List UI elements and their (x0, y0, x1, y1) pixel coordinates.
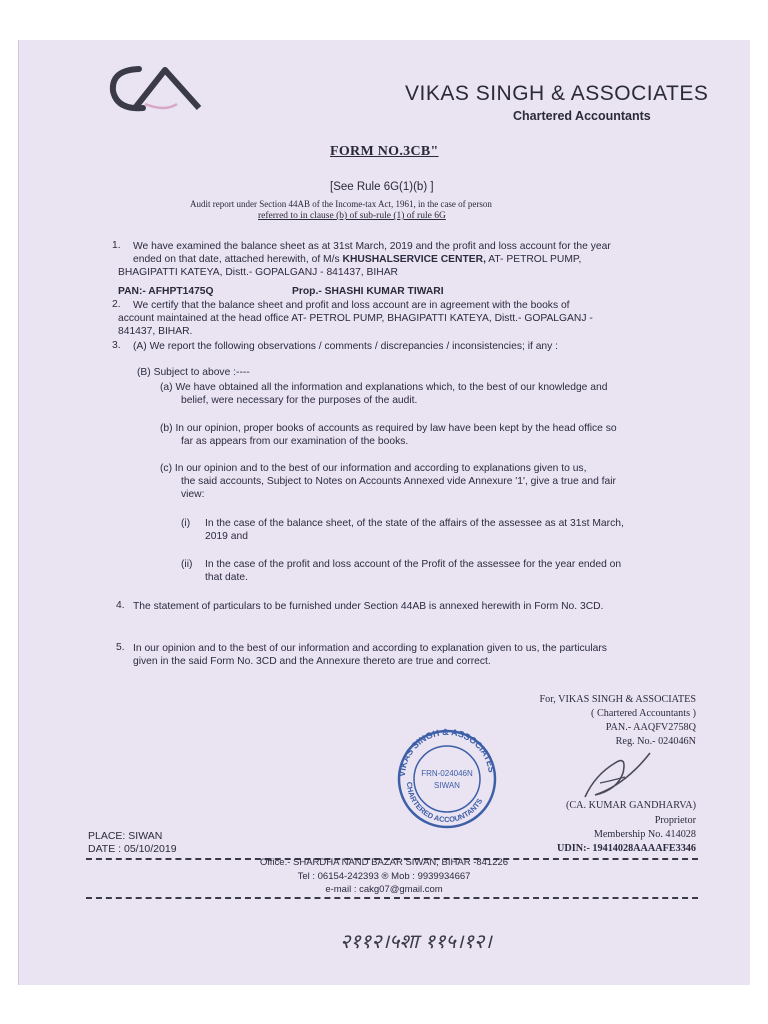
ca-logo (95, 44, 225, 134)
udin-number: UDIN:- 19414028AAAAFE3346 (557, 843, 696, 854)
clause-b-line-2: far as appears from our examination of the books. (181, 436, 409, 447)
rule-reference: [See Rule 6G(1)(b) ] (330, 181, 434, 193)
handwritten-note (335, 916, 535, 961)
subclause-i-number: (i) (181, 518, 191, 529)
paragraph-4-line-1: The statement of particulars to be furnished under Section 44AB is annexed herewith in Form No. 3CD. (133, 601, 604, 612)
firm-pan: PAN.- AAQFV2758Q (605, 722, 696, 733)
clause-c-line-3: view: (181, 489, 205, 500)
footer-divider-bottom (86, 897, 698, 899)
paragraph-3-number: 3. (112, 340, 121, 351)
sign-ca-line: ( Chartered Accountants ) (591, 708, 696, 719)
firm-name: VIKAS SINGH & ASSOCIATES (405, 82, 709, 105)
clause-c-line-2: the said accounts, Subject to Notes on Accounts Annexed vide Annexure '1', give a true and fair (181, 476, 616, 487)
paragraph-1-number: 1. (112, 240, 121, 251)
clause-a-line-2: belief, were necessary for the purposes of the audit. (181, 395, 418, 406)
intro-line-2: referred to in clause (b) of sub-rule (1) of rule 6G (258, 211, 446, 221)
paragraph-2-line-1: We certify that the balance sheet and profit and loss account are in agreement with the books of (133, 300, 570, 311)
paragraph-2-number: 2. (112, 299, 121, 310)
firm-reg-no: Reg. No.- 024046N (615, 736, 696, 747)
office-email: e-mail : cakg07@gmail.com (325, 884, 443, 895)
sign-for-line: For, VIKAS SINGH & ASSOCIATES (539, 694, 696, 705)
svg-text:CHARTERED ACCOUNTANTS: CHARTERED ACCOUNTANTS (404, 781, 485, 825)
clause-a-line-1: (a) We have obtained all the information and explanations which, to the best of our knowledge and (160, 382, 608, 393)
client-pan: PAN:- AFHPT1475Q (118, 286, 214, 297)
subclause-i-line-2: 2019 and (205, 531, 248, 542)
subclause-ii-line-2: that date. (205, 572, 248, 583)
paragraph-5-number: 5. (116, 642, 125, 653)
paragraph-5-line-2: given in the said Form No. 3CD and the Annexure thereto are true and correct. (133, 656, 491, 667)
clause-c-line-1: (c) In our opinion and to the best of our information and according to explanations given to us, (160, 463, 587, 474)
subclause-i-line-1: In the case of the balance sheet, of the state of the affairs of the assessee as at 31st March, (205, 518, 624, 529)
clause-b-line-1: (b) In our opinion, proper books of accounts as required by law have been kept by the head office so (160, 423, 617, 434)
place: PLACE: SIWAN (88, 830, 163, 842)
firm-seal-stamp (385, 722, 510, 832)
svg-text:VIKAS SINGH & ASSOCIATES: VIKAS SINGH & ASSOCIATES (396, 726, 497, 778)
paragraph-3-a: (A) We report the following observations / comments / discrepancies / inconsistencies; if any : (133, 341, 559, 352)
paragraph-1-line-3: BHAGIPATTI KATEYA, Distt.- GOPALGANJ - 841437, BIHAR (118, 267, 398, 278)
paragraph-1-line-2: ended on that date, attached herewith, of M/s KHUSHALSERVICE CENTER, AT- PETROL PUMP, (133, 254, 582, 265)
signatory-role: Proprietor (654, 815, 696, 826)
intro-line-1: Audit report under Section 44AB of the Income-tax Act, 1961, in the case of person (190, 199, 492, 209)
handwritten-signature (555, 745, 665, 805)
office-phone: Tel : 06154-242393 ® Mob : 9939934667 (297, 871, 471, 882)
subclause-ii-number: (ii) (181, 559, 193, 570)
paragraph-5-line-1: In our opinion and to the best of our information and according to explanation given to us, the particulars (133, 643, 607, 654)
paragraph-1-line-1: We have examined the balance sheet as at 31st March, 2019 and the profit and loss account for the year (133, 241, 611, 252)
date: DATE : 05/10/2019 (88, 843, 177, 855)
signatory-name: (CA. KUMAR GANDHARVA) (565, 800, 696, 811)
svg-text:SIWAN: SIWAN (434, 781, 460, 790)
svg-text:FRN-024046N: FRN-024046N (421, 769, 473, 778)
paragraph-3-b: (B) Subject to above :---- (137, 367, 250, 378)
paragraph-2-line-3: 841437, BIHAR. (118, 326, 193, 337)
paragraph-2-line-2: account maintained at the head office AT- PETROL PUMP, BHAGIPATTI KATEYA, Distt.- GOPALGANJ - (118, 313, 593, 324)
paragraph-4-number: 4. (116, 600, 125, 611)
firm-subtitle: Chartered Accountants (513, 109, 651, 123)
client-proprietor: Prop.- SHASHI KUMAR TIWARI (292, 286, 444, 297)
form-title: FORM NO.3CB" (330, 144, 439, 159)
office-address: Office.- SHARDHA NAND BAZAR SIWAN, BIHAR -841226 (259, 857, 509, 868)
svg-text:२११२।५शा ११५।१२।: २११२।५शा ११५।१२। (340, 929, 492, 953)
membership-number: Membership No. 414028 (593, 829, 696, 840)
subclause-ii-line-1: In the case of the profit and loss account of the Profit of the assessee for the year ended on (205, 559, 622, 570)
